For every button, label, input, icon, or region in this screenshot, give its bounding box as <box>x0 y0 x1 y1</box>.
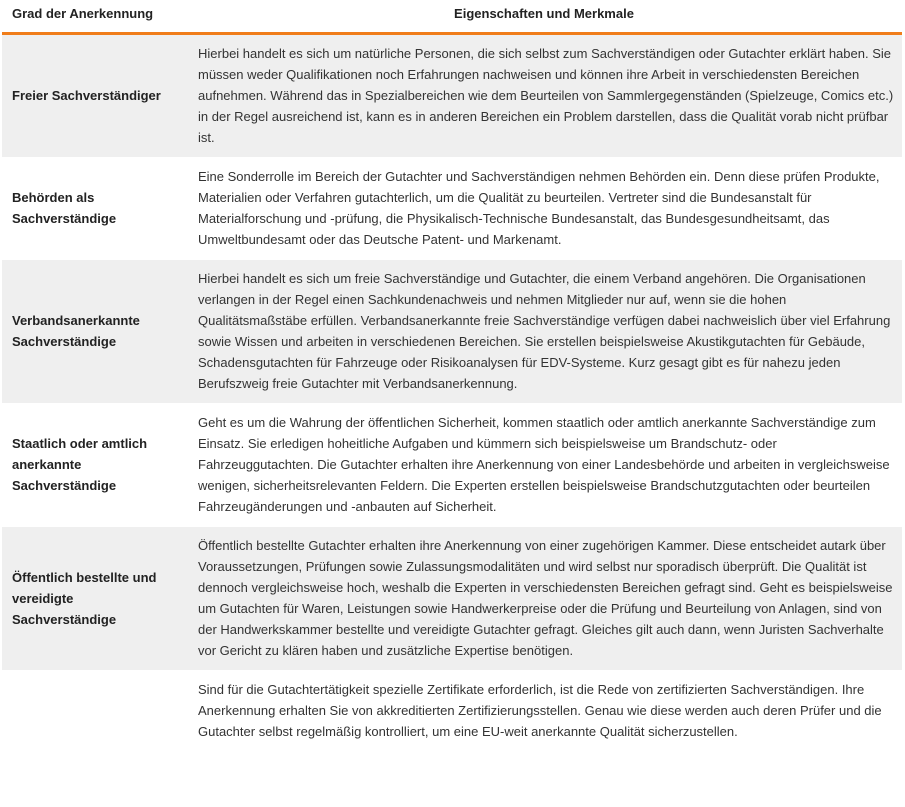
grade-cell: Staatlich oder amtlich anerkannte Sachverständige <box>2 404 186 527</box>
grade-cell <box>2 671 186 752</box>
header-properties: Eigenschaften und Merkmale <box>186 0 902 34</box>
grade-cell: Freier Sachverständiger <box>2 34 186 158</box>
description-cell: Öffentlich bestellte Gutachter erhalten ihre Anerkennung von einer zugehörigen Kammer. Diese entscheidet autark über Voraussetzungen, Prüfungen sowie Zulassungsmodalitäten und wird selbst nur sporadisch überprüft. Die Qualität ist dennoch vergleichsweise hoch, weshalb die Experten in verschiedensten Bereichen gefragt sind. Geht es beispielsweise um Gutachten für Waren, Leistungen sowie Handwerkerpreise oder die Prüfung und Beurteilung von Anlagen, sind von der Handwerkskammer bestellte und vereidigte Gutachter gefragt. Gleiches gilt auch dann, wenn Juristen Sachverhalte vor Gericht zu klären haben und zusätzliche Expertise benötigen. <box>186 527 902 671</box>
table-row-free-expert <box>2 34 902 158</box>
table-row-association <box>2 260 902 404</box>
table-row-publicly-appointed <box>2 527 902 671</box>
table-row-state-recognized <box>2 404 902 527</box>
grade-cell: Öffentlich bestellte und vereidigte Sachverständige <box>2 527 186 671</box>
table-body <box>2 34 902 752</box>
description-cell: Geht es um die Wahrung der öffentlichen Sicherheit, kommen staatlich oder amtlich anerkannte Sachverständige zum Einsatz. Sie erledigen hoheitliche Aufgaben und kümmern sich beispielsweise um Brandschutz- oder Fahrzeuggutachten. Die Gutachter erhalten ihre Anerkennung von einer Landesbehörde und arbeiten in vergleichsweise wenigen, sicherheitsrelevanten Feldern. Die Experten erstellen beispielsweise Brandschutzgutachten oder beurteilen Fahrzeugänderungen und -anbauten auf Sicherheit. <box>186 404 902 527</box>
description-cell: Eine Sonderrolle im Bereich der Gutachter und Sachverständigen nehmen Behörden ein. Denn diese prüfen Produkte, Materialien oder Verfahren gutachterlich, um die Qualität zu beurteilen. Vertreter sind die Bundesanstalt für Materialforschung und -prüfung, die Physikalisch-Technische Bundesanstalt, das Bundesgesundheitsamt, das Umweltbundesamt oder das Deutsche Patent- und Markenamt. <box>186 158 902 260</box>
table-header <box>2 0 902 34</box>
table-row-authorities <box>2 158 902 260</box>
grade-cell: Verbandsanerkannte Sachverständige <box>2 260 186 404</box>
recognition-table <box>2 0 902 752</box>
header-grade: Grad der Anerkennung <box>2 0 186 34</box>
description-cell: Hierbei handelt es sich um freie Sachverständige und Gutachter, die einem Verband angehören. Die Organisationen verlangen in der Regel einen Sachkundenachweis und nehmen Mitglieder nur auf, wenn sie die hohen Qualitätsmaßstäbe erfüllen. Verbandsanerkannte freie Sachverständige verfügen dabei nachweislich über viel Erfahrung sowie Wissen und arbeiten in verschiedenen Bereichen. Sie erstellen beispielsweise Akustikgutachten für Gebäude, Schadensgutachten für Fahrzeuge oder Risikoanalysen für EDV-Systeme. Kurz gesagt gibt es für nahezu jeden Berufszweig freie Gutachter mit Verbandsanerkennung. <box>186 260 902 404</box>
description-cell: Hierbei handelt es sich um natürliche Personen, die sich selbst zum Sachverständigen oder Gutachter erklärt haben. Sie müssen weder Qualifikationen noch Erfahrungen nachweisen und können ihre Arbeit in verschiedensten Bereichen aufnehmen. Während das in Spezialbereichen wie dem Beurteilen von Sammlergegenständen (Spielzeuge, Comics etc.) in der Regel ausreichend ist, kann es in anderen Bereichen ein Problem darstellen, dass die Qualität vorab nicht prüfbar ist. <box>186 34 902 158</box>
description-cell: Sind für die Gutachtertätigkeit spezielle Zertifikate erforderlich, ist die Rede von zertifizierten Sachverständigen. Ihre Anerkennung erhalten Sie von akkreditierten Zertifizierungsstellen. Genau wie diese werden auch deren Prüfer und die Gutachter selbst regelmäßig kontrolliert, um eine EU-weit anerkannte Qualität sicherzustellen. <box>186 671 902 752</box>
grade-cell: Behörden als Sachverständige <box>2 158 186 260</box>
table-row-certified <box>2 671 902 752</box>
header-row <box>2 0 902 34</box>
